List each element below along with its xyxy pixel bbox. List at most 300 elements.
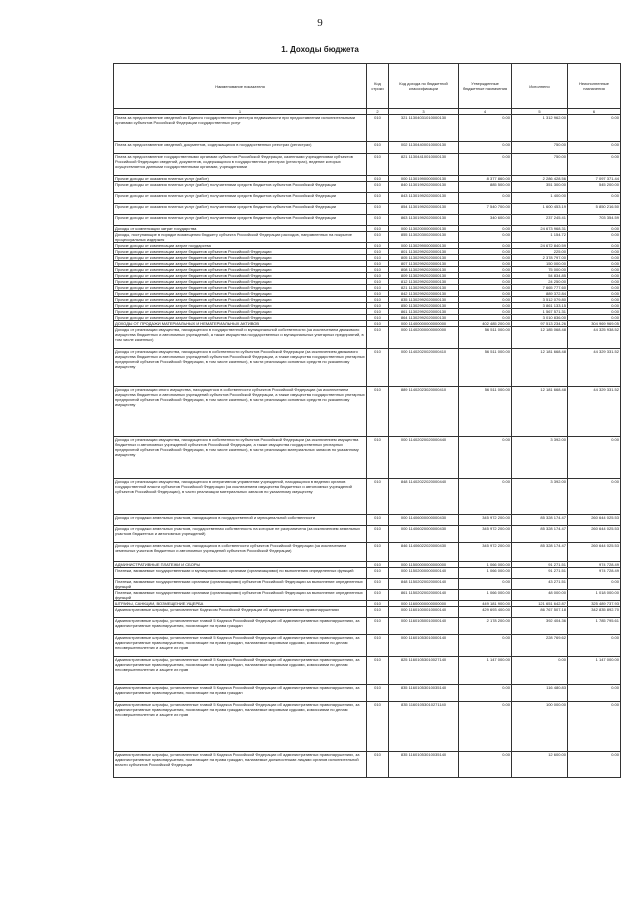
row-line-code: 010 xyxy=(367,115,389,142)
row-name: Административные штрафы, установленные главой 5 Кодекса Российской Федерации об административных правонарушениях, за административные правонарушения, посягающие на права граждан xyxy=(114,618,367,635)
row-name: Доходы от реализации имущества, находящегося в оперативном управлении учреждений, находящихся в ведении органов государственной власти субъектов Российской Федерации (за исключением имущества бюджетных и автономных учреждений субъектов Российской Федерации), в части реализации материальных запасов по указанному имуществу xyxy=(114,479,367,515)
table-header-row xyxy=(114,64,621,109)
row-line-code: 010 xyxy=(367,590,389,601)
row-approved: 56 511 000.00 xyxy=(459,387,512,437)
row-income-code: 000 11301990000000130 xyxy=(389,176,459,182)
row-approved: 0.00 xyxy=(459,479,512,515)
row-executed: 12 181 668.48 xyxy=(512,349,568,387)
row-unexecuted: 0.00 xyxy=(568,261,621,267)
row-name: Прочие доходы от компенсации затрат государства xyxy=(114,243,367,249)
row-approved: 0.00 xyxy=(459,115,512,142)
row-line-code: 010 xyxy=(367,437,389,479)
row-income-code: 000 11302990000000130 xyxy=(389,243,459,249)
row-line-code: 010 xyxy=(367,309,389,315)
row-line-code: 010 xyxy=(367,226,389,232)
row-unexecuted: 0.00 xyxy=(568,285,621,291)
row-income-code: 000 11400000000000000 xyxy=(389,321,459,327)
row-approved: 1 147 000.00 xyxy=(459,657,512,685)
row-approved: 0.00 xyxy=(459,243,512,249)
row-name: Прочие доходы от оказания платных услуг (работ) xyxy=(114,176,367,182)
row-executed: 24 673 968.31 xyxy=(512,226,568,232)
row-unexecuted: 0.00 xyxy=(568,154,621,176)
row-executed: 75 000.00 xyxy=(512,267,568,273)
row-income-code: 846 11406022020000430 xyxy=(389,543,459,562)
row-unexecuted: 974 728.49 xyxy=(568,568,621,579)
row-name: Административные штрафы, установленные главой 5 Кодекса Российской Федерации об административных правонарушениях, за административные правонарушения, посягающие на права граждан, налагаемые должностными лицами органов исполнительной власти субъектов Российской Федерации xyxy=(114,752,367,778)
row-name: Доходы, поступающие в порядке возмещения бюджету субъекта Российской Федерации расходов, направленных на покрытие процессуальных издержек xyxy=(114,232,367,243)
row-approved: 0.00 xyxy=(459,315,512,321)
row-approved: 1 066 000.00 xyxy=(459,568,512,579)
row-unexecuted: 0.00 xyxy=(568,226,621,232)
row-executed: 750.00 xyxy=(512,142,568,154)
row-approved: 0.00 xyxy=(459,193,512,204)
row-unexecuted: 1 785 795.61 xyxy=(568,618,621,635)
row-name: Административные штрафы, установленные главой 5 Кодекса Российской Федерации об административных правонарушениях, за административные правонарушения, посягающие на права граждан, налагаемые мировыми судьями, комиссиями по делам несовершеннолетних и защите их прав xyxy=(114,657,367,685)
row-executed: 116 480.83 xyxy=(512,685,568,702)
row-unexecuted: 703 354.59 xyxy=(568,215,621,226)
row-approved: 1 066 000.00 xyxy=(459,590,512,601)
row-approved: 0.00 xyxy=(459,752,512,778)
row-line-code: 010 xyxy=(367,601,389,607)
row-line-code: 010 xyxy=(367,315,389,321)
header-approved: Утвержденные бюджетные назначения xyxy=(459,64,512,109)
row-name: Доходы от продажи земельных участков, находящихся в собственности субъектов Российской Федерации (за исключением земельных участков бюджетных и автономных учреждений субъектов Российской Федерации) xyxy=(114,543,367,562)
row-name: Платежи, взимаемые государственными и муниципальными органами (организациями) по выполнению определенных функций xyxy=(114,568,367,579)
row-line-code: 010 xyxy=(367,387,389,437)
row-line-code: 010 xyxy=(367,255,389,261)
row-unexecuted: 5 850 216.50 xyxy=(568,204,621,215)
row-unexecuted: 342 835 892.70 xyxy=(568,607,621,618)
row-executed: 91 271.51 xyxy=(512,568,568,579)
row-line-code: 010 xyxy=(367,232,389,243)
row-approved: 345 972 200.00 xyxy=(459,515,512,526)
row-line-code: 010 xyxy=(367,702,389,752)
row-income-code: 825 11601053010027140 xyxy=(389,657,459,685)
row-name: Прочие доходы от оказания платных услуг (работ) получателями средств бюджетов субъектов Российской Федерации xyxy=(114,182,367,193)
row-line-code: 010 xyxy=(367,204,389,215)
row-unexecuted: 545 200.00 xyxy=(568,182,621,193)
row-executed: 3 392.00 xyxy=(512,437,568,479)
row-income-code: 000 11402000000000000 xyxy=(389,327,459,349)
row-approved: 345 972 200.00 xyxy=(459,543,512,562)
row-unexecuted: 0.00 xyxy=(568,232,621,243)
row-unexecuted: 260 644 025.53 xyxy=(568,526,621,543)
row-name: АДМИНИСТРАТИВНЫЕ ПЛАТЕЖИ И СБОРЫ xyxy=(114,562,367,568)
table-row xyxy=(114,204,621,215)
row-income-code: 843 11301992020000130 xyxy=(389,193,459,204)
row-unexecuted: 325 489 737.93 xyxy=(568,601,621,607)
row-executed: 12 600.00 xyxy=(512,752,568,778)
table-row xyxy=(114,635,621,657)
table-row xyxy=(114,657,621,685)
row-unexecuted: 0.00 xyxy=(568,702,621,752)
row-unexecuted: 260 644 025.53 xyxy=(568,515,621,526)
row-unexecuted: 260 644 025.53 xyxy=(568,543,621,562)
row-approved: 7 540 700.00 xyxy=(459,204,512,215)
row-executed: 97 513 234.26 xyxy=(512,321,568,327)
row-approved: 402 485 200.00 xyxy=(459,321,512,327)
row-name: Прочие доходы от компенсации затрат бюджетов субъектов Российской Федерации xyxy=(114,297,367,303)
row-unexecuted: 0.00 xyxy=(568,279,621,285)
row-name: Прочие доходы от компенсации затрат бюджетов субъектов Российской Федерации xyxy=(114,285,367,291)
row-line-code: 010 xyxy=(367,562,389,568)
row-income-code: 801 11302992020000130 xyxy=(389,249,459,255)
row-approved: 0.00 xyxy=(459,226,512,232)
row-line-code: 010 xyxy=(367,543,389,562)
row-income-code: 812 11302992020000130 xyxy=(389,279,459,285)
row-name: Прочие доходы от компенсации затрат бюджетов субъектов Российской Федерации xyxy=(114,279,367,285)
row-executed: 12 185 068.48 xyxy=(512,327,568,349)
row-executed: 1 600 453.19 xyxy=(512,204,568,215)
row-name: Прочие доходы от оказания платных услуг (работ) получателями средств бюджетов субъектов Российской Федерации xyxy=(114,204,367,215)
row-income-code: 002 11304400010000130 xyxy=(389,142,459,154)
row-executed: 1 154.72 xyxy=(512,232,568,243)
row-executed: 889 372.84 xyxy=(512,291,568,297)
row-line-code: 010 xyxy=(367,273,389,279)
row-approved: 0.00 xyxy=(459,142,512,154)
row-name: Доходы от продажи земельных участков, государственная собственность на которые не разграничена (за исключением земельных участков бюджетных и автономных учреждений) xyxy=(114,526,367,543)
row-unexecuted: 974 728.49 xyxy=(568,562,621,568)
row-approved: 2 178 200.00 xyxy=(459,618,512,635)
row-income-code: 840 11301992020000130 xyxy=(389,182,459,193)
row-approved: 0.00 xyxy=(459,579,512,590)
row-name: Прочие доходы от компенсации затрат бюджетов субъектов Российской Федерации xyxy=(114,267,367,273)
row-executed: 3 392.00 xyxy=(512,479,568,515)
row-approved: 0.00 xyxy=(459,297,512,303)
row-income-code: 848 11502020020000140 xyxy=(389,579,459,590)
row-line-code: 010 xyxy=(367,321,389,327)
row-approved: 0.00 xyxy=(459,232,512,243)
row-approved: 0.00 xyxy=(459,261,512,267)
column-number: 2 xyxy=(367,109,389,115)
row-executed: 54 834.85 xyxy=(512,273,568,279)
row-name: Административные штрафы, установленные главой 5 Кодекса Российской Федерации об административных правонарушениях, за административные правонарушения, посягающие на права граждан, налагаемые мировыми судьями, комиссиями по делам несовершеннолетних и защите их прав xyxy=(114,635,367,657)
column-number: 6 xyxy=(568,109,621,115)
column-number: 3 xyxy=(389,109,459,115)
row-line-code: 010 xyxy=(367,154,389,176)
row-name: ШТРАФЫ, САНКЦИИ, ВОЗМЕЩЕНИЕ УЩЕРБА xyxy=(114,601,367,607)
row-approved: 56 511 000.00 xyxy=(459,327,512,349)
row-income-code: 807 11302992020000130 xyxy=(389,261,459,267)
row-line-code: 010 xyxy=(367,607,389,618)
row-approved: 0.00 xyxy=(459,291,512,297)
table-row xyxy=(114,479,621,515)
row-income-code: 000 11402020020000440 xyxy=(389,437,459,479)
row-income-code: 805 11302992020000130 xyxy=(389,255,459,261)
table-row xyxy=(114,590,621,601)
row-line-code: 010 xyxy=(367,297,389,303)
row-name: Прочие доходы от компенсации затрат бюджетов субъектов Российской Федерации xyxy=(114,303,367,309)
row-name: Плата за предоставление сведений из Единого государственного реестра недвижимости при предоставлении исполнительными органами субъектов Российской Федерации государственных услуг xyxy=(114,115,367,142)
row-executed: 91 271.51 xyxy=(512,562,568,568)
row-approved: 340 600.00 xyxy=(459,215,512,226)
row-name: Прочие доходы от компенсации затрат бюджетов субъектов Российской Федерации xyxy=(114,273,367,279)
table-row xyxy=(114,526,621,543)
row-income-code: 000 11406000000000430 xyxy=(389,515,459,526)
row-executed: 2 286 428.56 xyxy=(512,176,568,182)
row-income-code: 000 11601053010000140 xyxy=(389,635,459,657)
row-unexecuted: 0.00 xyxy=(568,267,621,273)
row-unexecuted: 0.00 xyxy=(568,579,621,590)
table-row xyxy=(114,193,621,204)
row-line-code: 010 xyxy=(367,243,389,249)
row-unexecuted: 0.00 xyxy=(568,635,621,657)
row-income-code: 000 11502000000000140 xyxy=(389,568,459,579)
table-row xyxy=(114,154,621,176)
row-income-code: 889 11402023020000410 xyxy=(389,387,459,437)
header-line-code: Код строки xyxy=(367,64,389,109)
row-unexecuted: 0.00 xyxy=(568,193,621,204)
row-line-code: 010 xyxy=(367,568,389,579)
row-executed: 85 328 174.47 xyxy=(512,526,568,543)
row-unexecuted: 0.00 xyxy=(568,249,621,255)
row-income-code: 842 11302992020000130 xyxy=(389,291,459,297)
row-income-code: 821 11302992020000130 xyxy=(389,285,459,291)
row-line-code: 010 xyxy=(367,526,389,543)
row-line-code: 010 xyxy=(367,303,389,309)
table-row xyxy=(114,349,621,387)
row-approved: 8 377 860.00 xyxy=(459,176,512,182)
row-income-code: 835 11601053010271140 xyxy=(389,702,459,752)
row-unexecuted: 44 329 331.52 xyxy=(568,349,621,387)
row-income-code: 321 11304031010000130 xyxy=(389,115,459,142)
row-income-code: 000 11406020000000430 xyxy=(389,526,459,543)
row-executed: 1 567 571.31 xyxy=(512,309,568,315)
table-row xyxy=(114,115,621,142)
table-row xyxy=(114,579,621,590)
row-income-code: 000 11601000010000140 xyxy=(389,607,459,618)
row-income-code: 850 11302992020000130 xyxy=(389,303,459,309)
table-body xyxy=(114,115,621,778)
row-name: Платежи, взимаемые государственными органами (организациями) субъектов Российской Федерации за выполнение определенных функций xyxy=(114,579,367,590)
row-line-code: 010 xyxy=(367,685,389,702)
row-unexecuted: 0.00 xyxy=(568,115,621,142)
table-row xyxy=(114,437,621,479)
row-line-code: 010 xyxy=(367,349,389,387)
row-unexecuted: 0.00 xyxy=(568,309,621,315)
row-line-code: 010 xyxy=(367,182,389,193)
row-income-code: 835 11601053010035140 xyxy=(389,752,459,778)
row-unexecuted: 0.00 xyxy=(568,291,621,297)
row-line-code: 010 xyxy=(367,327,389,349)
row-name: Прочие доходы от компенсации затрат бюджетов субъектов Российской Федерации xyxy=(114,309,367,315)
row-executed: 237 245.41 xyxy=(512,215,568,226)
table-row xyxy=(114,702,621,752)
column-number: 4 xyxy=(459,109,512,115)
row-line-code: 010 xyxy=(367,479,389,515)
row-executed: 750.00 xyxy=(512,154,568,176)
row-unexecuted: 1 147 000.00 xyxy=(568,657,621,685)
row-line-code: 010 xyxy=(367,176,389,182)
row-line-code: 010 xyxy=(367,261,389,267)
row-approved: 449 181 900.00 xyxy=(459,601,512,607)
row-name: Платежи, взимаемые государственными органами (организациями) субъектов Российской Федерации за выполнение определенных функций xyxy=(114,590,367,601)
row-executed: 85 328 174.47 xyxy=(512,543,568,562)
row-approved: 56 511 000.00 xyxy=(459,349,512,387)
row-name: Административные штрафы, установленные Кодексом Российской Федерации об административных правонарушениях xyxy=(114,607,367,618)
row-line-code: 010 xyxy=(367,279,389,285)
row-unexecuted: 0.00 xyxy=(568,243,621,249)
row-income-code: 821 11304410010000130 xyxy=(389,154,459,176)
row-unexecuted: 0.00 xyxy=(568,142,621,154)
table-row xyxy=(114,327,621,349)
row-unexecuted: 1 018 000.00 xyxy=(568,590,621,601)
row-executed: 1 400.00 xyxy=(512,193,568,204)
row-income-code: 835 11302992020000130 xyxy=(389,297,459,303)
table-row xyxy=(114,607,621,618)
table-row xyxy=(114,543,621,562)
row-name: Административные штрафы, установленные главой 5 Кодекса Российской Федерации об административных правонарушениях, за административные правонарушения, посягающие на права граждан, налагаемые мировыми судьями, комиссиями по делам несовершеннолетних и защите их прав xyxy=(114,702,367,752)
row-name: Доходы от реализации имущества, находящегося в собственности субъектов Российской Федерации (за исключением движимого имущества бюджетных и автономных учреждений субъектов Российской Федерации, а также имущества государственных унитарных предприятий субъектов Российской Федерации, в том числе казенных), в части реализации основных средств по указанному имуществу xyxy=(114,349,367,387)
row-approved: 0.00 xyxy=(459,154,512,176)
row-approved: 0.00 xyxy=(459,437,512,479)
row-line-code: 010 xyxy=(367,579,389,590)
table-row xyxy=(114,387,621,437)
row-line-code: 010 xyxy=(367,193,389,204)
row-executed: 85 328 174.47 xyxy=(512,515,568,526)
row-executed: 86 767 507.18 xyxy=(512,607,568,618)
row-executed: 24 250.00 xyxy=(512,279,568,285)
row-executed: 48 000.00 xyxy=(512,590,568,601)
row-executed: 228 769.62 xyxy=(512,635,568,657)
row-name: Прочие доходы от компенсации затрат бюджетов субъектов Российской Федерации xyxy=(114,291,367,297)
row-unexecuted: 0.00 xyxy=(568,685,621,702)
row-income-code: 855 11302030020000130 xyxy=(389,232,459,243)
row-income-code: 000 11600000000000000 xyxy=(389,601,459,607)
row-line-code: 010 xyxy=(367,618,389,635)
row-approved: 0.00 xyxy=(459,249,512,255)
row-unexecuted: 0.00 xyxy=(568,437,621,479)
table-row xyxy=(114,215,621,226)
row-income-code: 854 11301992020000130 xyxy=(389,204,459,215)
row-approved: 0.00 xyxy=(459,267,512,273)
row-approved: 429 693 400.00 xyxy=(459,607,512,618)
row-unexecuted: 0.00 xyxy=(568,479,621,515)
row-line-code: 010 xyxy=(367,267,389,273)
row-executed: 43 271.51 xyxy=(512,579,568,590)
row-unexecuted: 0.00 xyxy=(568,315,621,321)
row-line-code: 010 xyxy=(367,142,389,154)
row-unexecuted: 0.00 xyxy=(568,297,621,303)
row-income-code: 000 11402020020000410 xyxy=(389,349,459,387)
row-executed: 3 512 079.80 xyxy=(512,297,568,303)
header-executed: Исполнено xyxy=(512,64,568,109)
row-approved: 885 500.00 xyxy=(459,182,512,193)
row-executed: 392 404.36 xyxy=(512,618,568,635)
header-name: Наименование показателя xyxy=(114,64,367,109)
row-executed: 3 010 836.00 xyxy=(512,315,568,321)
row-approved: 0.00 xyxy=(459,285,512,291)
table-row xyxy=(114,568,621,579)
row-line-code: 010 xyxy=(367,285,389,291)
row-income-code: 000 11500000000000000 xyxy=(389,562,459,568)
row-executed: 225.00 xyxy=(512,249,568,255)
row-name: Прочие доходы от компенсации затрат бюджетов субъектов Российской Федерации xyxy=(114,261,367,267)
row-name: Прочие доходы от компенсации затрат бюджетов субъектов Российской Федерации xyxy=(114,315,367,321)
row-unexecuted: 44 325 938.52 xyxy=(568,327,621,349)
row-executed: 150 000.00 xyxy=(512,261,568,267)
table-row xyxy=(114,618,621,635)
row-approved: 1 066 000.00 xyxy=(459,562,512,568)
row-executed: 24 672 840.59 xyxy=(512,243,568,249)
row-unexecuted: 304 969 969.05 xyxy=(568,321,621,327)
row-name: Прочие доходы от оказания платных услуг (работ) получателями средств бюджетов субъектов Российской Федерации xyxy=(114,215,367,226)
row-line-code: 010 xyxy=(367,657,389,685)
row-income-code: 835 11601053010035140 xyxy=(389,685,459,702)
row-executed: 0.00 xyxy=(512,657,568,685)
row-approved: 0.00 xyxy=(459,273,512,279)
row-income-code: 000 11601050010000140 xyxy=(389,618,459,635)
row-approved: 0.00 xyxy=(459,685,512,702)
row-income-code: 000 11302000000000130 xyxy=(389,226,459,232)
table-row xyxy=(114,752,621,778)
row-name: Административные штрафы, установленные главой 5 Кодекса Российской Федерации об административных правонарушениях, за административные правонарушения, посягающие на права граждан xyxy=(114,685,367,702)
row-income-code: 861 11302992020000130 xyxy=(389,309,459,315)
income-table xyxy=(113,63,621,778)
row-line-code: 010 xyxy=(367,291,389,297)
row-income-code: 861 11502020020000140 xyxy=(389,590,459,601)
row-unexecuted: 7 097 371.44 xyxy=(568,176,621,182)
row-name: Прочие доходы от оказания платных услуг (работ) получателями средств бюджетов субъектов Российской Федерации xyxy=(114,193,367,204)
row-executed: 3 861 133.15 xyxy=(512,303,568,309)
row-unexecuted: 44 329 331.52 xyxy=(568,387,621,437)
row-line-code: 010 xyxy=(367,635,389,657)
row-executed: 100 000.00 xyxy=(512,702,568,752)
column-number: 5 xyxy=(512,109,568,115)
section-title: 1. Доходы бюджета xyxy=(281,45,359,54)
row-income-code: 848 11402022020000440 xyxy=(389,479,459,515)
row-approved: 0.00 xyxy=(459,309,512,315)
row-income-code: 863 11301992020000130 xyxy=(389,215,459,226)
row-name: Плата за предоставление сведений, документов, содержащихся в государственных реестрах (регистрах) xyxy=(114,142,367,154)
row-approved: 0.00 xyxy=(459,303,512,309)
row-name: Доходы от реализации имущества, находящегося в собственности субъектов Российской Федерации (за исключением имущества бюджетных и автономных учреждений субъектов Российской Федерации, а также имущества государственных унитарных предприятий субъектов Российской Федерации, в том числе казенных), в части реализации материальных запасов по указанному имуществу xyxy=(114,437,367,479)
row-approved: 0.00 xyxy=(459,255,512,261)
row-income-code: 809 11302992020000130 xyxy=(389,273,459,279)
row-income-code: 864 11302992020000130 xyxy=(389,315,459,321)
row-line-code: 010 xyxy=(367,515,389,526)
row-line-code: 010 xyxy=(367,249,389,255)
row-executed: 351 300.00 xyxy=(512,182,568,193)
row-line-code: 010 xyxy=(367,752,389,778)
column-number: 1 xyxy=(114,109,367,115)
row-executed: 2 378 797.00 xyxy=(512,255,568,261)
row-line-code: 010 xyxy=(367,215,389,226)
row-unexecuted: 0.00 xyxy=(568,752,621,778)
row-name: Доходы от реализации имущества, находящегося в государственной и муниципальной собственности (за исключением движимого имущества бюджетных и автономных учреждений, а также имущества государственных и муниципальных унитарных предприятий, в том числе казенных) xyxy=(114,327,367,349)
row-approved: 0.00 xyxy=(459,279,512,285)
row-executed: 121 651 642.87 xyxy=(512,601,568,607)
row-name: Доходы от реализации иного имущества, находящегося в собственности субъектов Российской Федерации (за исключением имущества бюджетных и автономных учреждений субъектов Российской Федерации, а также имущества государственных унитарных предприятий субъектов Российской Федерации, в том числе казенных), в части реализации основных средств по указанному имуществу xyxy=(114,387,367,437)
header-unexecuted: Неисполненные назначения xyxy=(568,64,621,109)
header-income-code: Код дохода по бюджетной классификации xyxy=(389,64,459,109)
table-row xyxy=(114,515,621,526)
row-unexecuted: 0.00 xyxy=(568,273,621,279)
row-name: Прочие доходы от компенсации затрат бюджетов субъектов Российской Федерации xyxy=(114,249,367,255)
row-name: Доходы от продажи земельных участков, находящихся в государственной и муниципальной собственности xyxy=(114,515,367,526)
row-approved: 0.00 xyxy=(459,702,512,752)
row-executed: 1 312 962.00 xyxy=(512,115,568,142)
table-row xyxy=(114,142,621,154)
row-unexecuted: 0.00 xyxy=(568,255,621,261)
row-executed: 7 665 777.60 xyxy=(512,285,568,291)
row-income-code: 808 11302992020000130 xyxy=(389,267,459,273)
row-name: Прочие доходы от компенсации затрат бюджетов субъектов Российской Федерации xyxy=(114,255,367,261)
row-approved: 345 972 200.00 xyxy=(459,526,512,543)
table-row xyxy=(114,232,621,243)
row-unexecuted: 0.00 xyxy=(568,303,621,309)
row-name: ДОХОДЫ ОТ ПРОДАЖИ МАТЕРИАЛЬНЫХ И НЕМАТЕРИАЛЬНЫХ АКТИВОВ xyxy=(114,321,367,327)
